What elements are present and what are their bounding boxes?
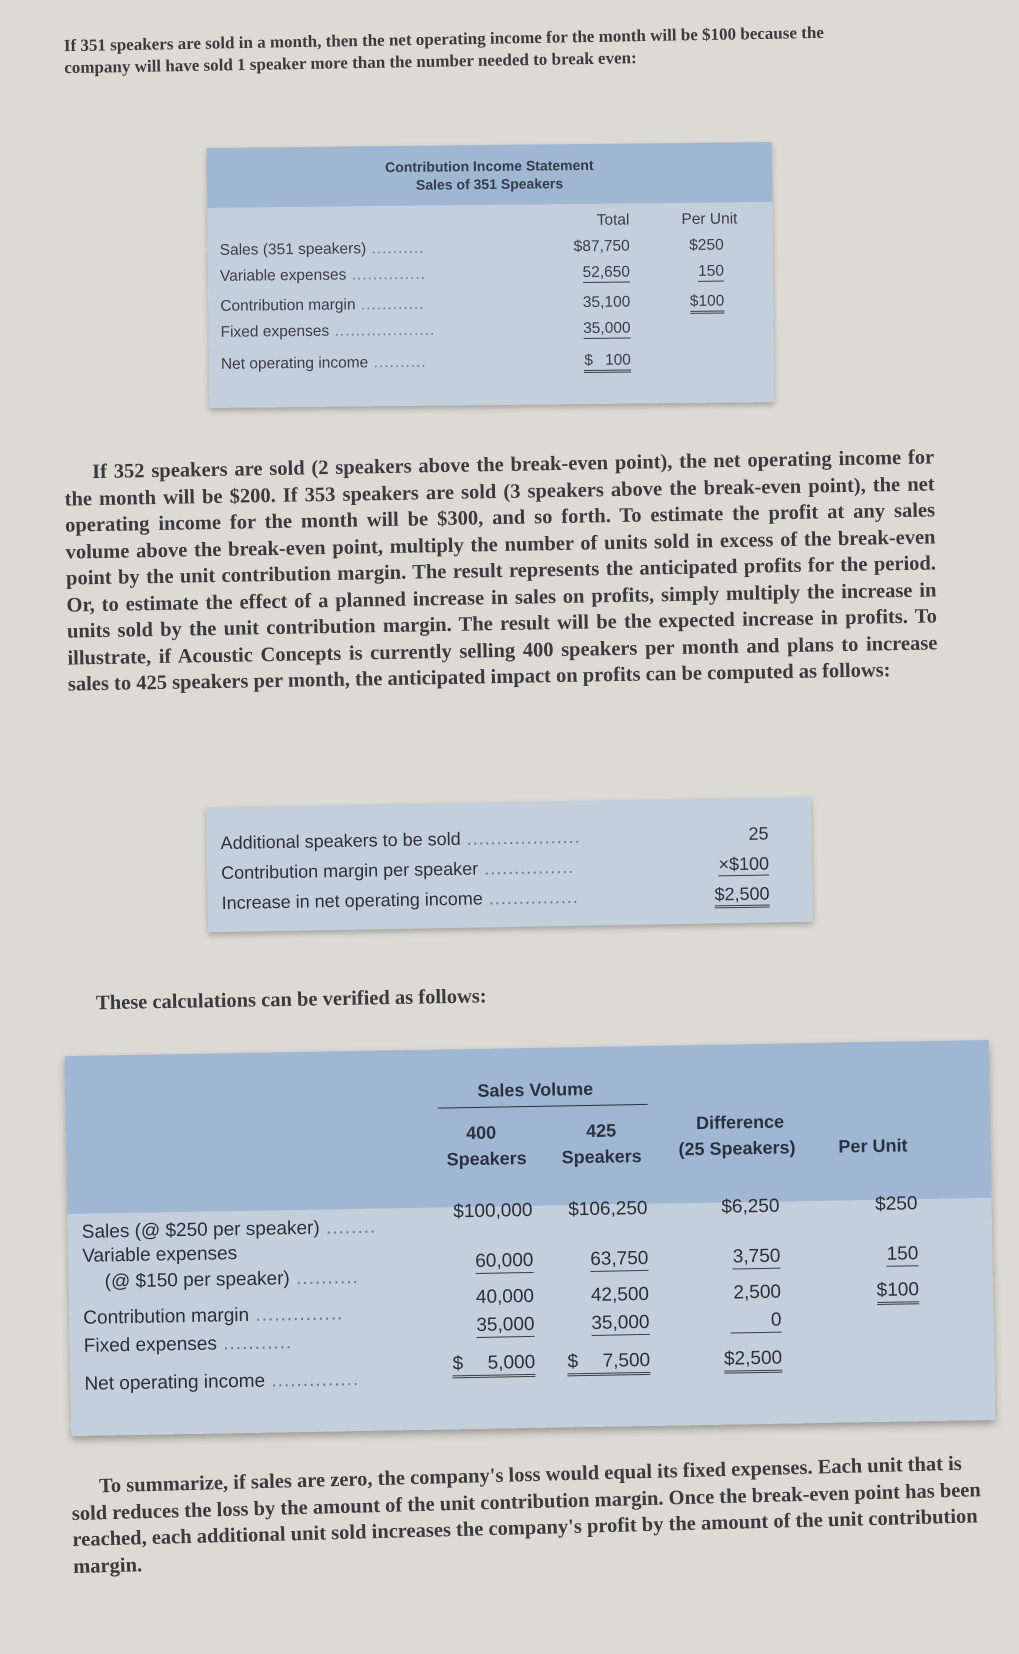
row-label: Net operating income — [84, 1370, 266, 1395]
table-row: Contribution margin ............ 35,100 $100 — [220, 292, 725, 315]
row-total: $87,750 — [573, 237, 630, 256]
row-label: Fixed expenses — [220, 322, 330, 341]
table-row: Net operating income .......... $ 100 — [220, 351, 631, 373]
sales-volume-table — [65, 1040, 995, 1436]
statement-title: Contribution Income Statement — [385, 156, 594, 176]
middle-paragraph — [64, 444, 938, 698]
row-total: 52,650 — [582, 263, 631, 282]
row-total: 35,000 — [583, 319, 631, 338]
intro-text: If 351 speakers are sold in a month, then the net operating income for the month will be $100 because the company will have sold 1 speaker more than the number needed to break even: — [63, 22, 825, 78]
row-diff: 0 — [731, 1310, 782, 1334]
row-v425: $106,250 — [568, 1197, 648, 1221]
table-header — [65, 1040, 992, 1214]
row-label: Additional speakers to be sold — [220, 828, 461, 854]
row-v400: 40,000 — [475, 1285, 535, 1308]
col-425-line1: 425 — [585, 1120, 617, 1142]
col-400-line2: Speakers — [446, 1148, 527, 1170]
row-label: Contribution margin — [83, 1304, 250, 1329]
table-row: Fixed expenses ................... 35,000 — [220, 319, 631, 341]
row-v400: $100,000 — [453, 1199, 533, 1223]
row-label: Sales (@ $250 per speaker) — [81, 1217, 320, 1243]
group-header-rule — [438, 1104, 648, 1109]
row-per-unit: 150 — [698, 262, 725, 280]
row-label: Variable expenses — [219, 266, 347, 285]
table-body — [68, 1193, 996, 1436]
row-total: 100 — [604, 351, 631, 369]
row-label: Variable expenses — [82, 1243, 238, 1267]
middle-text: If 352 speakers are sold (2 speakers above the break-even point), the net operating income for the month will be $200. If 353 speakers are sold (3 speakers above the break-even point), the net operating income for the month will be $300, and so forth. To estimate the profit at any sales volume above the break-even point, multiply the number of units sold in excess of the break-even point by the unit contribution margin. The result represents the anticipated profits for the period. Or, to estimate the effect of a planned increase in sales on profits, simply multiply the increase in units sold by the unit contribution margin. The result will be the expected increase in profits. To illustrate, if Acoustic Concepts is currently selling 400 speakers per month and plans to increase sales to 425 speakers per month, the anticipated impact on profits can be computed as follows: — [64, 446, 938, 696]
row-v400-sign: $ — [452, 1353, 464, 1375]
row-per-unit: $250 — [689, 236, 724, 254]
col-total-header: Total — [596, 211, 630, 229]
table-row: Sales (351 speakers) .......... $87,750 $250 — [219, 236, 724, 259]
verify-text: These calculations can be verified as follows: — [95, 985, 487, 1015]
table-row: Increase in net operating income ............... $2,500 — [221, 883, 770, 914]
row-v425-sign: $ — [567, 1351, 579, 1373]
table-row: Contribution margin per speaker ............... ×$100 — [220, 853, 770, 884]
col-diff-line2: (25 Speakers) — [678, 1137, 796, 1160]
row-value: $2,500 — [714, 883, 769, 908]
summary-text: To summarize, if sales are zero, the company's loss would equal its fixed expenses. Each unit that is sold reduces the loss by the amount of the unit contribution margin. Once the break-even point has been reached, each additional unit sold increases the company's profit by the amount of the unit contribution margin. — [71, 1452, 982, 1578]
increase-in-income-box — [206, 797, 813, 933]
row-value: ×$100 — [718, 853, 770, 875]
row-diff: 2,500 — [733, 1281, 782, 1304]
row-v425: 35,000 — [591, 1311, 650, 1334]
row-total-sign: $ — [584, 351, 593, 370]
row-v400: 5,000 — [487, 1351, 536, 1374]
intro-paragraph — [64, 21, 885, 79]
col-425-line2: Speakers — [561, 1146, 642, 1168]
row-diff: 3,750 — [732, 1245, 781, 1268]
summary-paragraph — [71, 1450, 993, 1580]
row-label: Net operating income — [220, 354, 369, 373]
statement-subtitle: Sales of 351 Speakers — [415, 175, 564, 193]
contribution-income-statement-351 — [207, 142, 775, 408]
verify-paragraph — [96, 980, 696, 1017]
table-row: Variable expenses (@ $150 per speaker) .......... 60,000 63,750 3,750 150 — [82, 1243, 919, 1293]
row-v425: 7,500 — [602, 1349, 651, 1372]
row-label: Contribution margin per speaker — [220, 858, 479, 884]
row-diff: $2,500 — [724, 1348, 783, 1374]
statement-body — [207, 202, 774, 408]
row-label: Contribution margin — [220, 296, 356, 315]
row-v400: 60,000 — [475, 1249, 534, 1272]
table-row: Sales (@ $250 per speaker) ........ $100,000 $106,250 $6,250 $250 — [81, 1193, 918, 1243]
row-label: Increase in net operating income — [221, 888, 483, 914]
table-row: Additional speakers to be sold ................... 25 — [220, 823, 769, 854]
row-value: 25 — [748, 823, 769, 844]
row-diff: $6,250 — [721, 1195, 780, 1218]
row-per-unit: $100 — [690, 293, 725, 314]
row-v400: 35,000 — [476, 1313, 535, 1336]
row-v425: 63,750 — [590, 1247, 649, 1270]
table-row: Fixed expenses ........... 35,000 35,000 0 — [83, 1309, 782, 1357]
col-per-unit-header: Per Unit — [681, 210, 738, 228]
table-row: Net operating income .............. $ 5,000 $ 7,500 $2,500 — [84, 1347, 783, 1395]
row-total: 35,100 — [582, 293, 631, 312]
row-per-unit: $100 — [877, 1279, 920, 1305]
group-header-sales-volume: Sales Volume — [477, 1078, 594, 1101]
table-row: Variable expenses .............. 52,650 150 — [219, 262, 725, 285]
row-label-2: (@ $150 per speaker) — [104, 1268, 290, 1293]
row-label: Sales (351 speakers) — [219, 240, 367, 259]
table-row: Contribution margin .............. 40,000 42,500 2,500 $100 — [83, 1279, 920, 1329]
col-per-unit-header: Per Unit — [838, 1135, 908, 1157]
row-label: Fixed expenses — [83, 1333, 218, 1357]
row-per-unit: $250 — [875, 1193, 918, 1215]
statement-header — [207, 142, 773, 208]
col-400-line1: 400 — [465, 1122, 497, 1144]
row-v425: 42,500 — [590, 1283, 650, 1306]
row-per-unit: 150 — [886, 1243, 919, 1265]
col-diff-line1: Difference — [695, 1111, 785, 1134]
